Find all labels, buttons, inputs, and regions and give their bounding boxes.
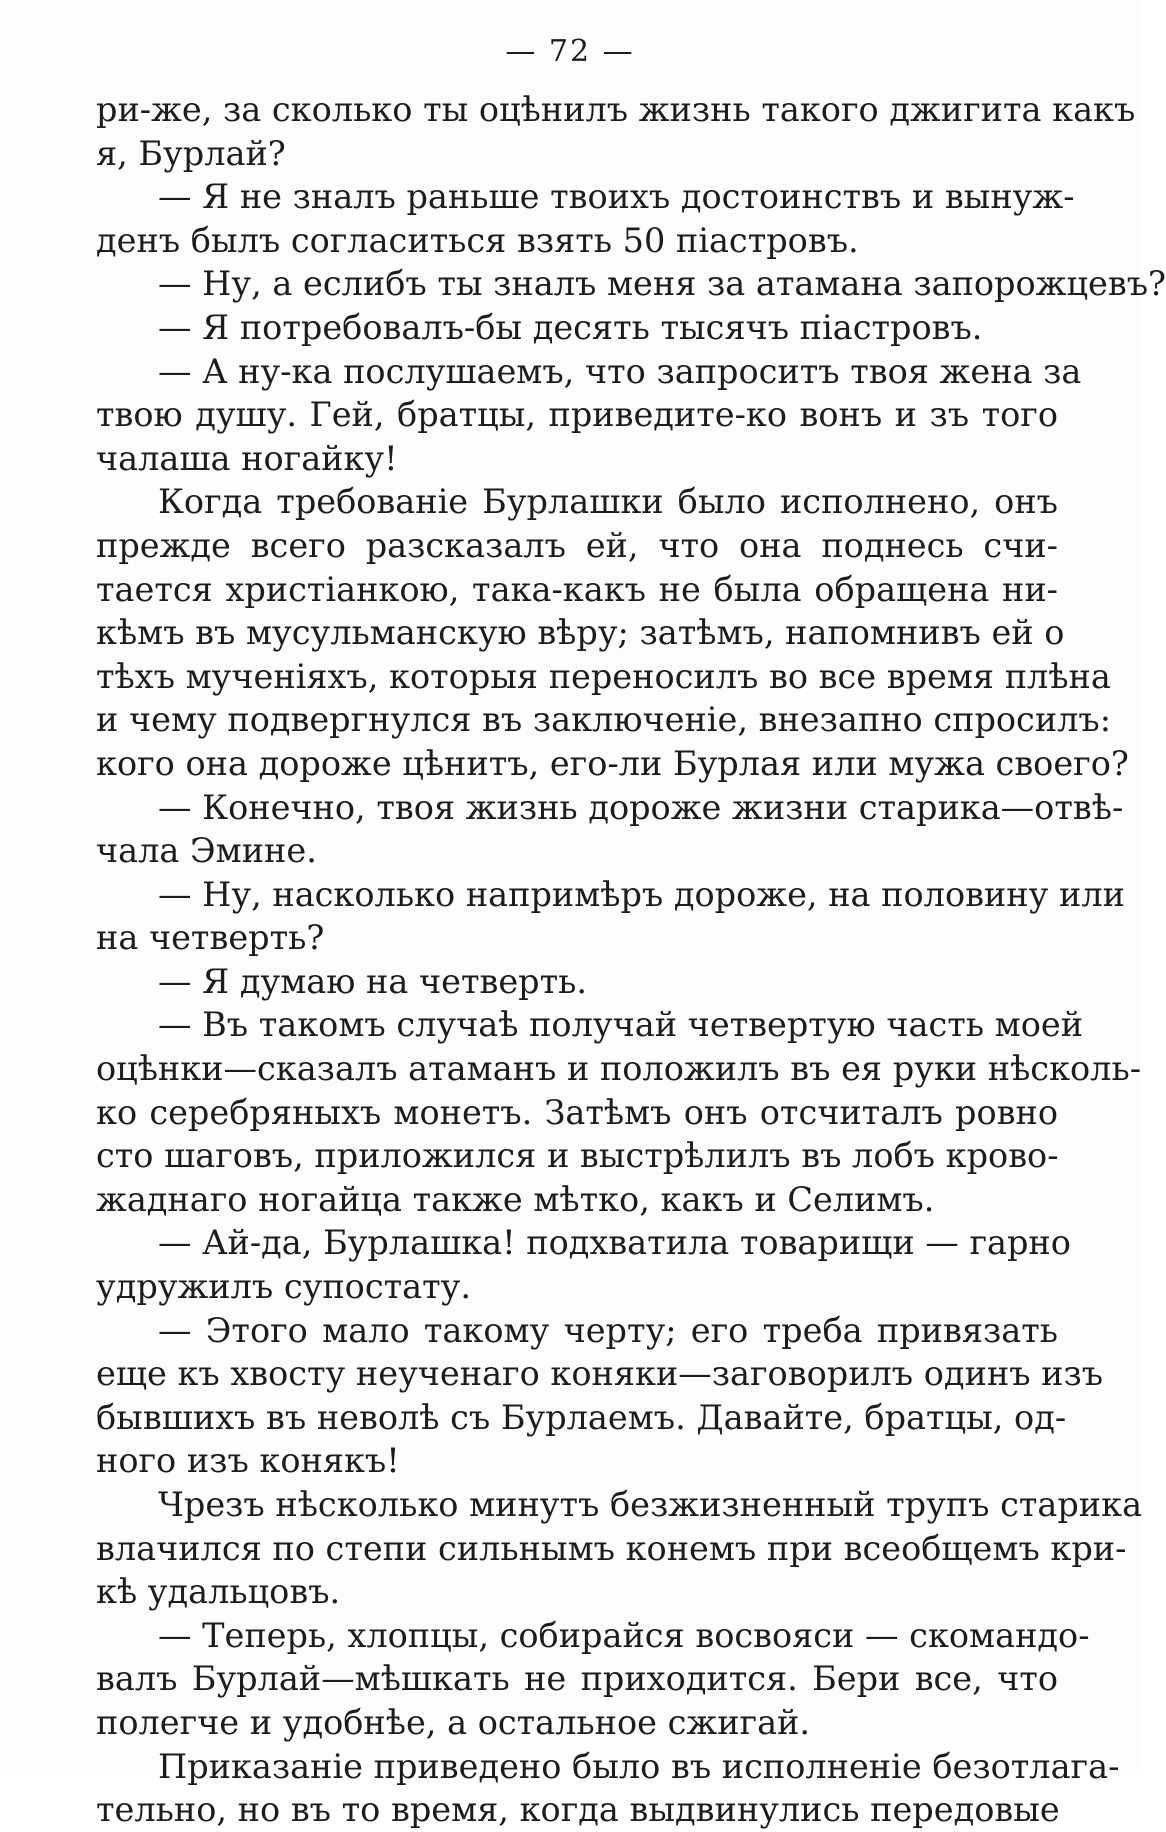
text-line: ного изъ конякъ! <box>96 1441 400 1481</box>
text-line: — Я не зналъ раньше твоихъ достоинствъ и вынуж- <box>158 177 1075 217</box>
text-line: кѣ удальцовъ. <box>96 1572 341 1612</box>
text-line: тѣхъ мученіяхъ, которыя переносилъ во все время плѣна <box>96 656 1111 696</box>
text-line: ри-же, за сколько ты оцѣнилъ жизнь такого джигита какъ <box>96 90 1136 129</box>
text-line: на четверть? <box>96 918 325 958</box>
text-line: денъ былъ согласиться взять 50 піастровъ. <box>96 220 859 260</box>
text-line: кѣмъ въ мусульманскую вѣру; затѣмъ, напомнивъ ей о <box>96 613 1065 653</box>
text-line: жаднаго ногайца также мѣтко, какъ и Селимъ. <box>96 1179 935 1219</box>
text-line: Приказаніе приведено было въ исполненіе безотлага- <box>158 1746 1120 1786</box>
text-line: оцѣнки—сказалъ атаманъ и положилъ въ ея руки нѣсколь- <box>96 1049 1142 1089</box>
page-number: — 72 — <box>505 34 635 69</box>
text-line: кого она дороже цѣнитъ, его-ли Бурлая или мужа своего? <box>96 743 1129 783</box>
text-line: — Конечно, твоя жизнь дороже жизни старика—отвѣ- <box>158 787 1124 827</box>
text-line: влачился по степи сильнымъ конемъ при всеобщемъ кри- <box>96 1528 1127 1568</box>
text-line: и чему подвергнулся въ заключеніе, внезапно спросилъ: <box>96 700 1112 740</box>
text-line: — Въ такомъ случаѣ получай четвертую часть моей <box>158 1005 1084 1045</box>
text-line: прежде всего разсказалъ ей, что она поднесь счи- <box>96 525 1058 565</box>
text-line: полегче и удобнѣе, а остальное сжигай. <box>96 1702 811 1742</box>
text-line: тельно, но въ то время, когда выдвинулись передовые <box>96 1790 1060 1830</box>
text-line: — А ну-ка послушаемъ, что запроситъ твоя жена за <box>158 351 1082 391</box>
text-line: — Ну, а еслибъ ты зналъ меня за атамана запорожцевъ? <box>158 264 1166 304</box>
text-line: удружилъ супостату. <box>96 1267 472 1307</box>
text-line: твою душу. Гей, братцы, приведите-ко вонъ и зъ того <box>96 395 1058 435</box>
text-line: — Этого мало такому черту; его треба привязать <box>158 1310 1058 1350</box>
text-line: я, Бурлай? <box>96 133 286 173</box>
text-line: — Я потребовалъ-бы десять тысячъ піастровъ. <box>158 307 983 347</box>
text-line: чала Эмине. <box>96 831 317 871</box>
text-line: еще къ хвосту неученаго коняки—заговорилъ одинъ изъ <box>96 1354 1104 1394</box>
text-line: чалаша ногайку! <box>96 438 398 478</box>
text-line: валъ Бурлай—мѣшкать не приходится. Бери все, что <box>96 1659 1058 1699</box>
text-line: — Я думаю на четверть. <box>158 961 588 1001</box>
text-line: — Ну, насколько напримѣръ дороже, на половину или <box>158 874 1125 914</box>
text-line: сто шаговъ, приложился и выстрѣлилъ въ лобъ крово- <box>96 1136 1059 1176</box>
body-text <box>96 88 1166 1832</box>
text-line: — Теперь, хлопцы, собирайся восвояси — скомандо- <box>158 1615 1090 1655</box>
text-line: ко серебряныхъ монетъ. Затѣмъ онъ отсчиталъ ровно <box>96 1092 1058 1132</box>
text-line: Когда требованіе Бурлашки было исполнено, онъ <box>158 482 1058 522</box>
text-line: — Ай-да, Бурлашка! подхватила товарищи — гарно <box>158 1223 1071 1263</box>
text-line: Чрезъ нѣсколько минутъ безжизненный трупъ старика <box>158 1485 1143 1524</box>
text-line: тается христіанкою, така-какъ не была обращена ни- <box>96 569 1058 609</box>
text-line: бывшихъ въ неволѣ съ Бурлаемъ. Давайте, братцы, од- <box>96 1397 1067 1437</box>
